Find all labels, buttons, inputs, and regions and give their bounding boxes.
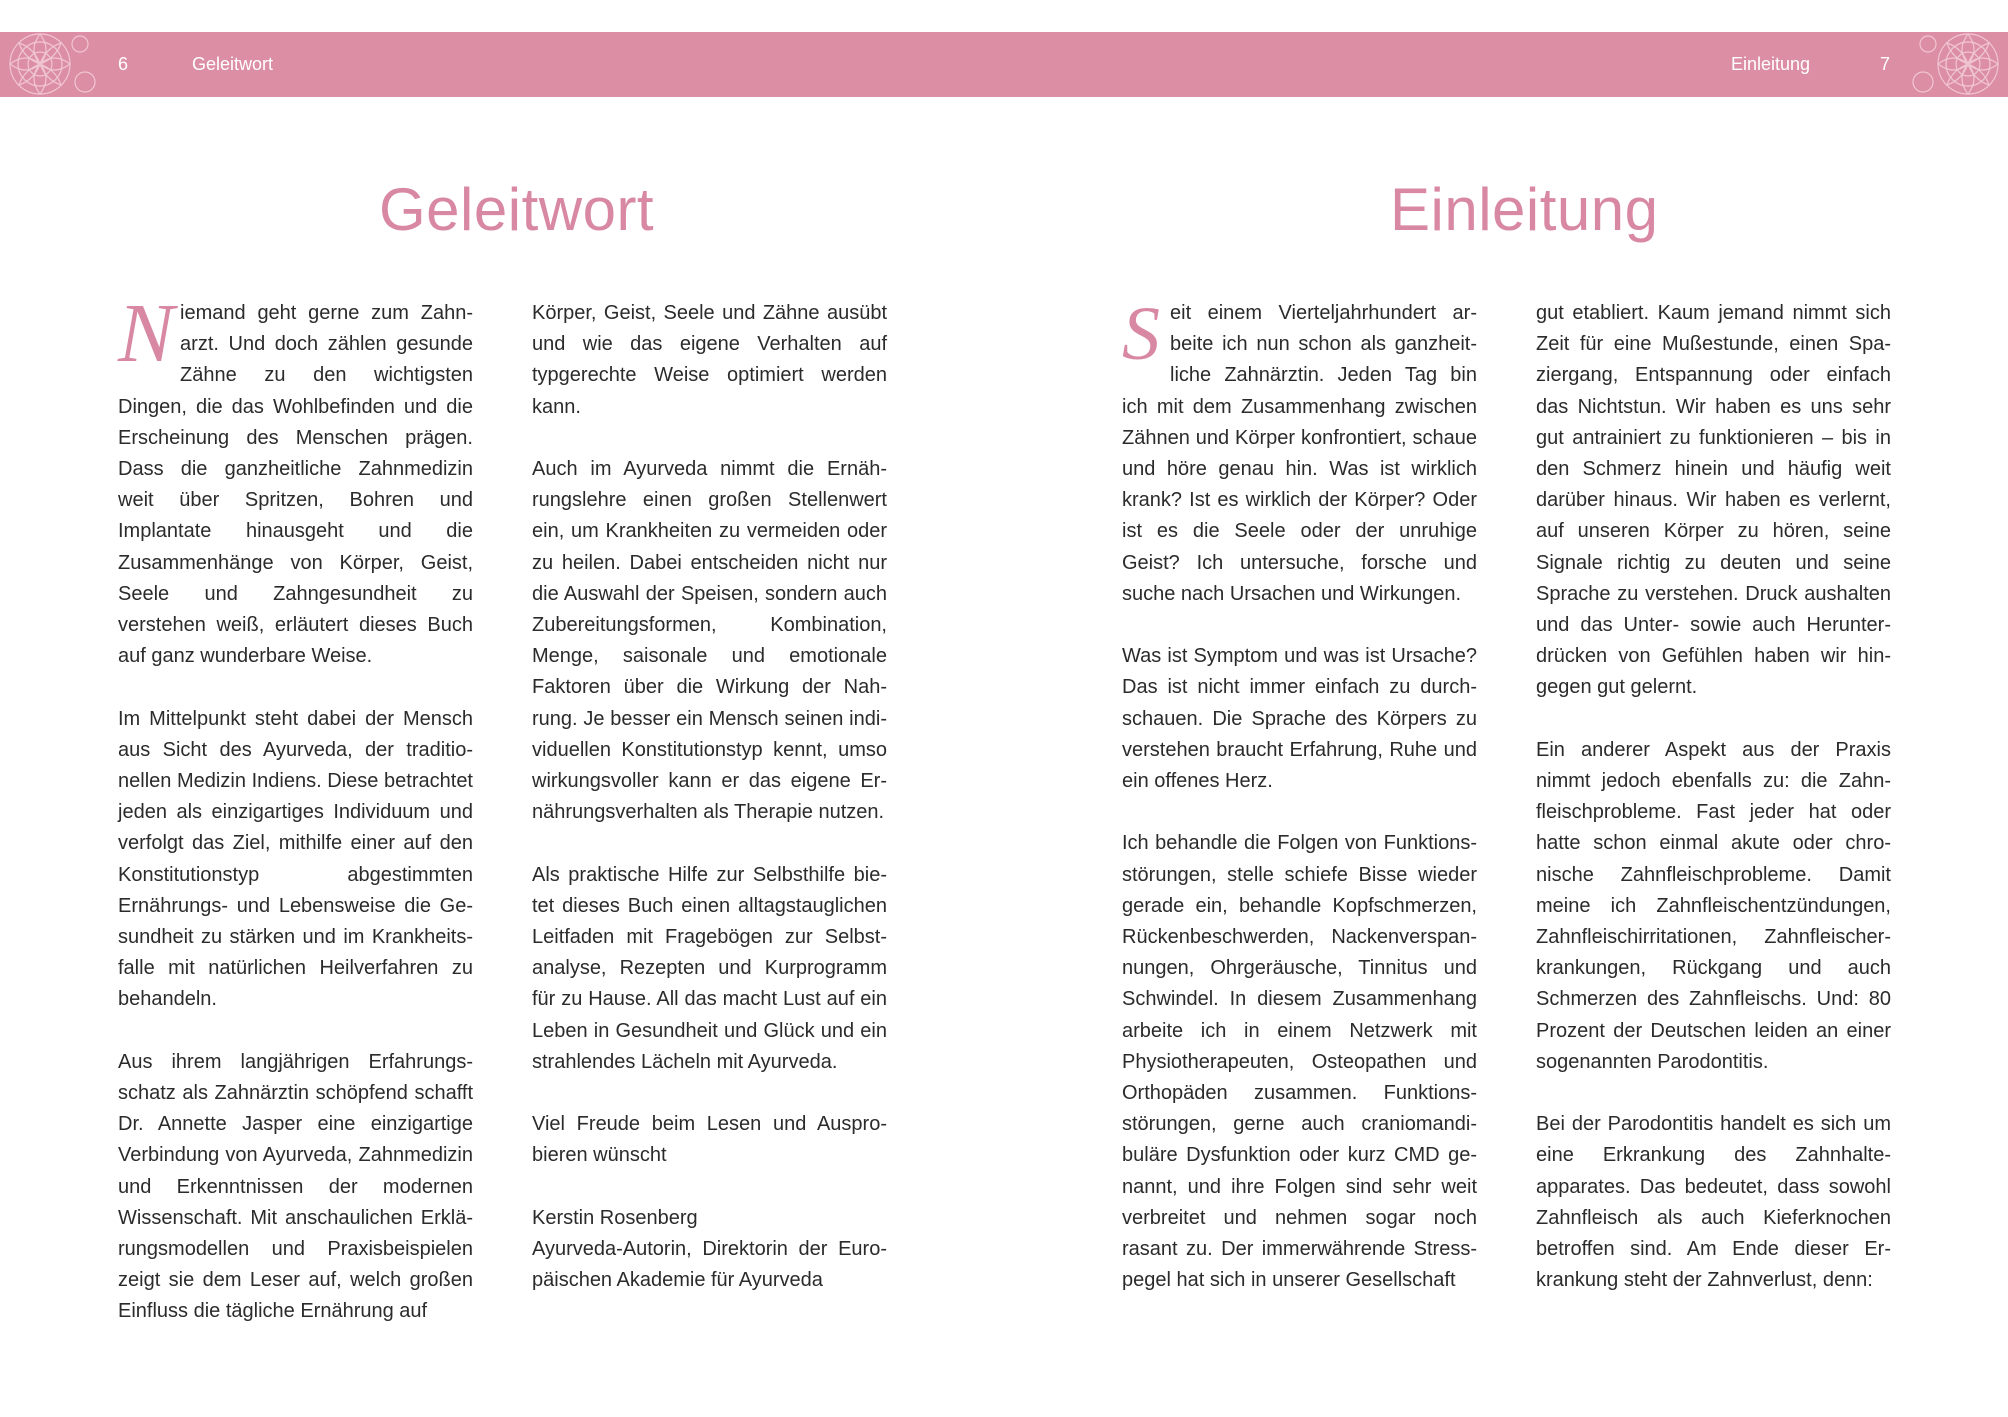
paragraph: Im Mittelpunkt steht dabei der Mensch aus Sicht des Ayurveda, der traditionellen Medizin Indiens. Diese betrachtet jeden als einzigartiges Individuum und verfolgt das Ziel, mithilfe einer auf den Konstitutionstyp abgestimmten Ernährungs- und Lebensweise die Gesundheit zu stärken und im Krankheitsfalle mit natürlichen Heilverfahren zu behandeln. xyxy=(118,707,473,1011)
right-running-head: Einleitung xyxy=(1730,54,1810,74)
right-page-column-2 xyxy=(1536,298,1891,1296)
signature xyxy=(532,1203,887,1297)
paragraph: Aus ihrem langjährigen Erfahrungsschatz als Zahnärztin schöpfend schafft Dr. Annette Jasper eine einzigartige Verbindung von Ayurveda, Zahnmedizin und Erkenntnissen der modernen Wissenschaft. Mit anschaulichen Erklärungsmodellen und Praxisbeispielen zeigt sie dem Leser auf, welch großen Einfluss die tägliche Ernährung auf xyxy=(118,1050,473,1323)
mandala-ornament-left xyxy=(0,32,100,97)
left-page-column-1 xyxy=(118,287,473,1328)
drop-cap: N xyxy=(118,287,175,380)
right-page-number: 7 xyxy=(1879,54,1890,74)
paragraph: Ich behandle die Folgen von Funktionsstörungen, stelle schiefe Bisse wieder gerade ein, behandle Kopfschmerzen, Rückenbeschwerden, Nackenverspannungen, Ohrgeräusche, Tinnitus und Schwindel. In diesem Zusammenhang arbeite ich in einem Netzwerk mit Physiotherapeuten, Osteopathen und Orthopäden zusammen. Funktionsstörungen, gerne auch craniomandibuläre Dysfunktion oder kurz CMD genannt, und ihre Folgen sind sehr weit verbreitet und nehmen sogar noch rasant zu. Der immerwährende Stresspegel hat sich in unserer Gesellschaft xyxy=(1122,832,1477,1292)
left-page-column-2 xyxy=(532,298,887,1296)
signature-name: Kerstin Rosenberg xyxy=(532,1206,698,1229)
paragraph: Was ist Symptom und was ist Ursache? Das ist nicht immer einfach zu durchschauen. Die Sprache des Körpers zu verstehen braucht Erfahrung, Ruhe und ein offenes Herz. xyxy=(1122,645,1477,793)
paragraph: Seit einem Vierteljahrhundert arbeite ich nun schon als ganzheitliche Zahnärztin. Jeden Tag bin ich mit dem Zusammenhang zwischen Zähnen und Körper konfrontiert, schaue und höre genau hin. Was ist wirklich krank? Ist es wirklich der Körper? Oder ist es die Seele oder der unruhige Geist? Ich untersuche, forsche und suche nach Ursachen und Wirkungen. xyxy=(1122,292,1477,605)
paragraph: Niemand geht gerne zum Zahnarzt. Und doch zählen gesunde Zähne zu den wichtigsten Dingen, die das Wohlbefinden und die Erscheinung des Menschen prägen. Dass die ganzheitliche Zahnmedizin weit über Spritzen, Bohren und Implantate hinausgeht und die Zusammenhänge von Körper, Geist, Seele und Zahngesundheit zu verstehen weiß, erläutert dieses Buch auf ganz wunderbare Weise. xyxy=(118,287,473,668)
paragraph: Auch im Ayurveda nimmt die Ernährungslehre einen großen Stellenwert ein, um Krankheiten zu vermeiden oder zu heilen. Dabei entscheiden nicht nur die Auswahl der Speisen, sondern auch Zubereitungsformen, Kombination, Menge, saisonale und emotionale Faktoren über die Wirkung der Nahrung. Je besser ein Mensch seinen individuellen Konstitutionstyp kennt, umso wirkungsvoller kann er das eigene Ernährungsverhalten als Therapie nutzen. xyxy=(532,458,887,824)
right-page-column-1 xyxy=(1122,292,1477,1296)
left-page-title: Geleitwort xyxy=(379,176,655,243)
paragraph: gut etabliert. Kaum jemand nimmt sich Zeit für eine Mußestunde, einen Spaziergang, Entspannung oder einfach das Nichtstun. Wir haben es uns sehr gut antrainiert zu funktionieren – bis in den Schmerz hinein und häufig weit darüber hinaus. Wir haben es verlernt, auf unseren Körper zu hören, seine Signale richtig zu deuten und seine Sprache zu verstehen. Druck aushalten und das Unter- sowie auch Herunterdrücken von Gefühlen haben wir hingegen gut gelernt. xyxy=(1536,302,1891,699)
left-page-number: 6 xyxy=(118,54,129,74)
paragraph: Bei der Parodontitis handelt es sich um eine Erkrankung des Zahnhalteapparates. Das bedeutet, dass sowohl Zahnfleisch als auch Kieferknochen betroffen sind. Am Ende dieser Erkrankung steht der Zahnverlust, denn: xyxy=(1536,1113,1891,1292)
mandala-ornament-right xyxy=(1908,32,2008,97)
paragraph: Körper, Geist, Seele und Zähne ausübt und wie das eigene Verhalten auf typgerechte Weise optimiert werden kann. xyxy=(532,302,887,418)
right-page-title: Einleitung xyxy=(1390,176,1659,243)
paragraph: Als praktische Hilfe zur Selbsthilfe bietet dieses Buch einen alltagstauglichen Leitfaden mit Fragebögen zur Selbstanalyse, Rezepten und Kurprogramm für zu Hause. All das macht Lust auf ein Leben in Gesundheit und Glück und ein strahlendes Lächeln mit Ayurveda. xyxy=(532,863,887,1073)
drop-cap: S xyxy=(1122,292,1160,376)
paragraph: Ein anderer Aspekt aus der Praxis nimmt jedoch ebenfalls zu: die Zahnfleischprobleme. Fast jeder hat oder hatte schon einmal akute oder chronische Zahnfleischprobleme. Damit meine ich Zahnfleischentzündungen, Zahnfleischirritationen, Zahnfleischerkrankungen, Rückgang und auch Schmerzen des Zahnfleischs. Und: 80 Prozent der Deutschen leiden an einer sogenannten Parodontitis. xyxy=(1536,738,1891,1073)
header-band xyxy=(0,32,2008,97)
left-running-head: Geleitwort xyxy=(192,54,274,74)
signature-role: Ayurveda-Autorin, Direktorin der Europäischen Akademie für Ayurveda xyxy=(532,1238,887,1292)
paragraph: Viel Freude beim Lesen und Ausprobieren wünscht xyxy=(532,1113,887,1167)
